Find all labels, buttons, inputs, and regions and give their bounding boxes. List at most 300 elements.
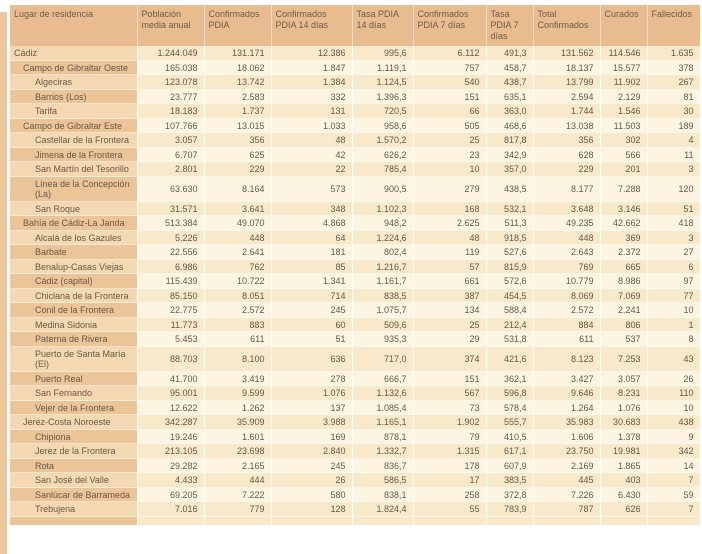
cell-total_conf[interactable]: 13.799: [533, 75, 600, 90]
row-header[interactable]: Chiclana de la Frontera: [10, 289, 137, 304]
cell-poblacion[interactable]: 69.205: [137, 488, 204, 503]
row-header[interactable]: Rota: [10, 459, 137, 474]
cell-poblacion[interactable]: 18.183: [137, 104, 204, 119]
cell-conf_pdia_7[interactable]: 279: [413, 177, 486, 202]
cell-tasa_pdia_14[interactable]: 1.119,1: [352, 61, 413, 76]
cell-conf_pdia[interactable]: 779: [204, 502, 271, 517]
cell-conf_pdia[interactable]: 8.100: [204, 347, 271, 372]
cell-conf_pdia_7[interactable]: 48: [413, 231, 486, 246]
cell-tasa_pdia_7[interactable]: 362,1: [486, 372, 533, 387]
cell-conf_pdia_14[interactable]: 245: [271, 459, 352, 474]
cell-tasa_pdia_7[interactable]: 531,8: [486, 332, 533, 347]
cell-conf_pdia_14[interactable]: 22: [271, 162, 352, 177]
cell-conf_pdia_14[interactable]: 48: [271, 133, 352, 148]
row-header[interactable]: Jerez-Costa Noroeste: [10, 415, 137, 430]
cell-poblacion[interactable]: 6.707: [137, 148, 204, 163]
cell-tasa_pdia_14[interactable]: 1.085,4: [352, 401, 413, 416]
cell-tasa_pdia_14[interactable]: 900,5: [352, 177, 413, 202]
cell-fallecidos[interactable]: 81: [647, 90, 700, 105]
cell-curados[interactable]: 302: [600, 133, 647, 148]
cell-tasa_pdia_14[interactable]: 878,1: [352, 430, 413, 445]
cell-conf_pdia[interactable]: 2.583: [204, 90, 271, 105]
cell-conf_pdia_14[interactable]: 2.840: [271, 444, 352, 459]
cell-tasa_pdia_14[interactable]: 666,7: [352, 372, 413, 387]
cell-poblacion[interactable]: 85.150: [137, 289, 204, 304]
cell-conf_pdia_14[interactable]: 1.033: [271, 119, 352, 134]
row-header[interactable]: Jimena de la Frontera: [10, 148, 137, 163]
cell-tasa_pdia_14[interactable]: 785,4: [352, 162, 413, 177]
cell-tasa_pdia_7[interactable]: 342,9: [486, 148, 533, 163]
cell-curados[interactable]: 8.231: [600, 386, 647, 401]
cell-total_conf[interactable]: 2.643: [533, 245, 600, 260]
cell-fallecidos[interactable]: 267: [647, 75, 700, 90]
cell-tasa_pdia_7[interactable]: 357,0: [486, 162, 533, 177]
cell-poblacion[interactable]: 342.287: [137, 415, 204, 430]
cell-curados[interactable]: 30.683: [600, 415, 647, 430]
cell-tasa_pdia_7[interactable]: 918,5: [486, 231, 533, 246]
cell-conf_pdia_7[interactable]: 23: [413, 148, 486, 163]
cell-curados[interactable]: 403: [600, 473, 647, 488]
cell-fallecidos[interactable]: 1.635: [647, 46, 700, 61]
cell-conf_pdia_7[interactable]: 25: [413, 318, 486, 333]
cell-conf_pdia_14[interactable]: 278: [271, 372, 352, 387]
cell-conf_pdia[interactable]: 883: [204, 318, 271, 333]
cell-poblacion[interactable]: 4.433: [137, 473, 204, 488]
cell-tasa_pdia_7[interactable]: 212,4: [486, 318, 533, 333]
cell-curados[interactable]: 1.378: [600, 430, 647, 445]
cell-tasa_pdia_14[interactable]: 1.132,6: [352, 386, 413, 401]
cell-conf_pdia_14[interactable]: 181: [271, 245, 352, 260]
cell-poblacion[interactable]: 95.001: [137, 386, 204, 401]
cell-conf_pdia[interactable]: 131.171: [204, 46, 271, 61]
cell-tasa_pdia_14[interactable]: 1.216,7: [352, 260, 413, 275]
column-header-conf_pdia_14[interactable]: Confirmados PDIA 14 días: [271, 5, 352, 46]
cell-conf_pdia_14[interactable]: 348: [271, 202, 352, 217]
cell-fallecidos[interactable]: 43: [647, 347, 700, 372]
cell-conf_pdia[interactable]: 2.572: [204, 303, 271, 318]
cell-fallecidos[interactable]: 1: [647, 318, 700, 333]
cell-conf_pdia[interactable]: 49.070: [204, 216, 271, 231]
cell-tasa_pdia_7[interactable]: 607,9: [486, 459, 533, 474]
cell-total_conf[interactable]: 49.235: [533, 216, 600, 231]
cell-fallecidos[interactable]: 3: [647, 162, 700, 177]
cell-tasa_pdia_14[interactable]: 935,3: [352, 332, 413, 347]
row-header[interactable]: Campo de Gibraltar Este: [10, 119, 137, 134]
cell-conf_pdia_7[interactable]: 567: [413, 386, 486, 401]
cell-fallecidos[interactable]: 378: [647, 61, 700, 76]
cell-tasa_pdia_14[interactable]: 626,2: [352, 148, 413, 163]
cell-conf_pdia[interactable]: 35.909: [204, 415, 271, 430]
cell-conf_pdia[interactable]: 611: [204, 332, 271, 347]
cell-total_conf[interactable]: 9.646: [533, 386, 600, 401]
cell-conf_pdia[interactable]: 7.222: [204, 488, 271, 503]
cell-curados[interactable]: 7.288: [600, 177, 647, 202]
cell-poblacion[interactable]: 5.226: [137, 231, 204, 246]
cell-conf_pdia_7[interactable]: 151: [413, 90, 486, 105]
cell-tasa_pdia_14[interactable]: 1.332,7: [352, 444, 413, 459]
cell-poblacion[interactable]: 63.630: [137, 177, 204, 202]
column-header-poblacion[interactable]: Población media anual: [137, 5, 204, 46]
cell-tasa_pdia_14[interactable]: 717,0: [352, 347, 413, 372]
cell-tasa_pdia_14[interactable]: 1.224,6: [352, 231, 413, 246]
cell-fallecidos[interactable]: 342: [647, 444, 700, 459]
cell-curados[interactable]: 42.662: [600, 216, 647, 231]
cell-conf_pdia[interactable]: 1.262: [204, 401, 271, 416]
cell-poblacion[interactable]: 6.986: [137, 260, 204, 275]
cell-total_conf[interactable]: 18.137: [533, 61, 600, 76]
cell-fallecidos[interactable]: 14: [647, 459, 700, 474]
cell-curados[interactable]: 369: [600, 231, 647, 246]
cell-conf_pdia_14[interactable]: 573: [271, 177, 352, 202]
cell-conf_pdia[interactable]: 2.165: [204, 459, 271, 474]
cell-poblacion[interactable]: 3.057: [137, 133, 204, 148]
cell-conf_pdia_7[interactable]: 178: [413, 459, 486, 474]
cell-tasa_pdia_14[interactable]: 1.124,5: [352, 75, 413, 90]
cell-total_conf[interactable]: 356: [533, 133, 600, 148]
cell-conf_pdia_14[interactable]: 51: [271, 332, 352, 347]
cell-conf_pdia_14[interactable]: 12.386: [271, 46, 352, 61]
cell-conf_pdia_7[interactable]: 134: [413, 303, 486, 318]
cell-conf_pdia_14[interactable]: 3.988: [271, 415, 352, 430]
cell-fallecidos[interactable]: 4: [647, 133, 700, 148]
cell-conf_pdia[interactable]: 2.641: [204, 245, 271, 260]
column-header-conf_pdia[interactable]: Confirmados PDIA: [204, 5, 271, 46]
cell-total_conf[interactable]: 448: [533, 231, 600, 246]
cell-fallecidos[interactable]: 59: [647, 488, 700, 503]
cell-conf_pdia_7[interactable]: 10: [413, 162, 486, 177]
cell-fallecidos[interactable]: 120: [647, 177, 700, 202]
cell-conf_pdia_7[interactable]: 505: [413, 119, 486, 134]
cell-tasa_pdia_7[interactable]: 635,1: [486, 90, 533, 105]
cell-conf_pdia_14[interactable]: 1.076: [271, 386, 352, 401]
cell-tasa_pdia_7[interactable]: 783,9: [486, 502, 533, 517]
cell-fallecidos[interactable]: 27: [647, 245, 700, 260]
cell-fallecidos[interactable]: 7: [647, 502, 700, 517]
row-header[interactable]: Puerto de Santa María (El): [10, 347, 137, 372]
cell-tasa_pdia_14[interactable]: 836,7: [352, 459, 413, 474]
row-header[interactable]: Castellar de la Frontera: [10, 133, 137, 148]
cell-fallecidos[interactable]: 6: [647, 260, 700, 275]
cell-conf_pdia_7[interactable]: 57: [413, 260, 486, 275]
cell-poblacion[interactable]: 1.244.049: [137, 46, 204, 61]
cell-tasa_pdia_14[interactable]: 838,5: [352, 289, 413, 304]
row-header[interactable]: San Roque: [10, 202, 137, 217]
row-header[interactable]: Puerto Real: [10, 372, 137, 387]
cell-conf_pdia_14[interactable]: 128: [271, 502, 352, 517]
cell-poblacion[interactable]: 22.775: [137, 303, 204, 318]
row-header[interactable]: San Martín del Tesorillo: [10, 162, 137, 177]
cell-tasa_pdia_14[interactable]: 1.161,7: [352, 274, 413, 289]
cell-total_conf[interactable]: 8.123: [533, 347, 600, 372]
row-header[interactable]: Jerez de la Frontera: [10, 444, 137, 459]
cell-conf_pdia_7[interactable]: 6.112: [413, 46, 486, 61]
cell-conf_pdia_14[interactable]: 131: [271, 104, 352, 119]
cell-tasa_pdia_14[interactable]: 958,6: [352, 119, 413, 134]
cell-tasa_pdia_7[interactable]: 617,1: [486, 444, 533, 459]
row-header[interactable]: Bahía de Cádiz-La Janda: [10, 216, 137, 231]
cell-tasa_pdia_7[interactable]: 572,6: [486, 274, 533, 289]
cell-total_conf[interactable]: 8.177: [533, 177, 600, 202]
cell-total_conf[interactable]: 445: [533, 473, 600, 488]
cell-curados[interactable]: 1.865: [600, 459, 647, 474]
cell-tasa_pdia_14[interactable]: 995,6: [352, 46, 413, 61]
cell-conf_pdia_14[interactable]: 636: [271, 347, 352, 372]
cell-curados[interactable]: 2.372: [600, 245, 647, 260]
cell-total_conf[interactable]: 2.572: [533, 303, 600, 318]
cell-tasa_pdia_7[interactable]: 438,5: [486, 177, 533, 202]
cell-conf_pdia_7[interactable]: 540: [413, 75, 486, 90]
cell-fallecidos[interactable]: 10: [647, 401, 700, 416]
cell-conf_pdia_14[interactable]: 1.847: [271, 61, 352, 76]
cell-conf_pdia[interactable]: 3.419: [204, 372, 271, 387]
cell-conf_pdia_7[interactable]: 17: [413, 473, 486, 488]
row-header[interactable]: Alcalá de los Gazules: [10, 231, 137, 246]
cell-poblacion[interactable]: 19.246: [137, 430, 204, 445]
cell-poblacion[interactable]: 88.703: [137, 347, 204, 372]
cell-tasa_pdia_7[interactable]: 588,4: [486, 303, 533, 318]
cell-fallecidos[interactable]: 3: [647, 231, 700, 246]
cell-conf_pdia_14[interactable]: 85: [271, 260, 352, 275]
cell-curados[interactable]: 7.069: [600, 289, 647, 304]
cell-fallecidos[interactable]: 77: [647, 289, 700, 304]
row-header[interactable]: San José del Valle: [10, 473, 137, 488]
cell-tasa_pdia_7[interactable]: 421,6: [486, 347, 533, 372]
row-header[interactable]: Sanlúcar de Barrameda: [10, 488, 137, 503]
cell-conf_pdia[interactable]: 8.051: [204, 289, 271, 304]
row-header[interactable]: Barrios (Los): [10, 90, 137, 105]
cell-total_conf[interactable]: 769: [533, 260, 600, 275]
cell-total_conf[interactable]: 131.562: [533, 46, 600, 61]
cell-total_conf[interactable]: 611: [533, 332, 600, 347]
row-header[interactable]: Campo de Gibraltar Oeste: [10, 61, 137, 76]
cell-total_conf[interactable]: 23.750: [533, 444, 600, 459]
cell-poblacion[interactable]: 41.700: [137, 372, 204, 387]
cell-curados[interactable]: 1.076: [600, 401, 647, 416]
cell-curados[interactable]: 566: [600, 148, 647, 163]
cell-tasa_pdia_7[interactable]: 555,7: [486, 415, 533, 430]
row-header[interactable]: Vejer de la Frontera: [10, 401, 137, 416]
row-header[interactable]: Cádiz: [10, 46, 137, 61]
cell-conf_pdia_7[interactable]: 55: [413, 502, 486, 517]
cell-conf_pdia_14[interactable]: 1.341: [271, 274, 352, 289]
row-header[interactable]: Barbate: [10, 245, 137, 260]
cell-conf_pdia[interactable]: 3.641: [204, 202, 271, 217]
cell-conf_pdia_7[interactable]: 73: [413, 401, 486, 416]
cell-curados[interactable]: 3.146: [600, 202, 647, 217]
column-header-curados[interactable]: Curados: [600, 5, 647, 46]
cell-fallecidos[interactable]: 30: [647, 104, 700, 119]
cell-tasa_pdia_7[interactable]: 815,9: [486, 260, 533, 275]
cell-conf_pdia[interactable]: 13.742: [204, 75, 271, 90]
cell-poblacion[interactable]: 123.078: [137, 75, 204, 90]
cell-conf_pdia_7[interactable]: 25: [413, 133, 486, 148]
row-header[interactable]: Trebujena: [10, 502, 137, 517]
cell-tasa_pdia_14[interactable]: 948,2: [352, 216, 413, 231]
cell-tasa_pdia_14[interactable]: 509,6: [352, 318, 413, 333]
cell-poblacion[interactable]: 31.571: [137, 202, 204, 217]
cell-curados[interactable]: 806: [600, 318, 647, 333]
cell-conf_pdia_14[interactable]: 332: [271, 90, 352, 105]
cell-tasa_pdia_7[interactable]: 372,8: [486, 488, 533, 503]
cell-tasa_pdia_14[interactable]: 802,4: [352, 245, 413, 260]
cell-curados[interactable]: 8.986: [600, 274, 647, 289]
cell-poblacion[interactable]: 23.777: [137, 90, 204, 105]
cell-curados[interactable]: 15.577: [600, 61, 647, 76]
column-header-tasa_pdia_14[interactable]: Tasa PDIA 14 días: [352, 5, 413, 46]
cell-total_conf[interactable]: 13.038: [533, 119, 600, 134]
cell-tasa_pdia_14[interactable]: 1.165,1: [352, 415, 413, 430]
cell-conf_pdia_14[interactable]: 26: [271, 473, 352, 488]
cell-conf_pdia_14[interactable]: 169: [271, 430, 352, 445]
cell-tasa_pdia_7[interactable]: 468,6: [486, 119, 533, 134]
cell-total_conf[interactable]: 3.648: [533, 202, 600, 217]
cell-fallecidos[interactable]: 97: [647, 274, 700, 289]
cell-conf_pdia_7[interactable]: 119: [413, 245, 486, 260]
cell-poblacion[interactable]: 115.439: [137, 274, 204, 289]
cell-curados[interactable]: 665: [600, 260, 647, 275]
cell-fallecidos[interactable]: 9: [647, 430, 700, 445]
cell-tasa_pdia_7[interactable]: 532,1: [486, 202, 533, 217]
cell-fallecidos[interactable]: 418: [647, 216, 700, 231]
cell-curados[interactable]: 114.546: [600, 46, 647, 61]
cell-conf_pdia[interactable]: 1.737: [204, 104, 271, 119]
cell-total_conf[interactable]: 2.594: [533, 90, 600, 105]
cell-conf_pdia[interactable]: 9.599: [204, 386, 271, 401]
cell-tasa_pdia_14[interactable]: 720,5: [352, 104, 413, 119]
cell-curados[interactable]: 1.546: [600, 104, 647, 119]
cell-conf_pdia_7[interactable]: 79: [413, 430, 486, 445]
cell-total_conf[interactable]: 8.069: [533, 289, 600, 304]
cell-conf_pdia[interactable]: 23.698: [204, 444, 271, 459]
row-header[interactable]: Conil de la Frontera: [10, 303, 137, 318]
column-header-tasa_pdia_7[interactable]: Tasa PDIA 7 días: [486, 5, 533, 46]
cell-poblacion[interactable]: 513.384: [137, 216, 204, 231]
cell-curados[interactable]: 3.057: [600, 372, 647, 387]
row-header[interactable]: Paterna de Rivera: [10, 332, 137, 347]
cell-fallecidos[interactable]: 438: [647, 415, 700, 430]
cell-curados[interactable]: 2.129: [600, 90, 647, 105]
cell-poblacion[interactable]: 29.282: [137, 459, 204, 474]
cell-total_conf[interactable]: 10.779: [533, 274, 600, 289]
cell-conf_pdia_14[interactable]: 42: [271, 148, 352, 163]
cell-conf_pdia_14[interactable]: 4.868: [271, 216, 352, 231]
cell-total_conf[interactable]: 884: [533, 318, 600, 333]
cell-curados[interactable]: 2.241: [600, 303, 647, 318]
cell-conf_pdia_14[interactable]: 137: [271, 401, 352, 416]
cell-conf_pdia[interactable]: 762: [204, 260, 271, 275]
cell-tasa_pdia_14[interactable]: 586,5: [352, 473, 413, 488]
cell-total_conf[interactable]: 1.744: [533, 104, 600, 119]
cell-fallecidos[interactable]: 7: [647, 473, 700, 488]
cell-tasa_pdia_14[interactable]: 1.075,7: [352, 303, 413, 318]
cell-tasa_pdia_7[interactable]: 383,5: [486, 473, 533, 488]
cell-curados[interactable]: 537: [600, 332, 647, 347]
cell-conf_pdia_7[interactable]: 66: [413, 104, 486, 119]
cell-tasa_pdia_14[interactable]: 838,1: [352, 488, 413, 503]
cell-tasa_pdia_7[interactable]: 578,4: [486, 401, 533, 416]
cell-conf_pdia[interactable]: 18.062: [204, 61, 271, 76]
cell-total_conf[interactable]: 787: [533, 502, 600, 517]
cell-conf_pdia_7[interactable]: 168: [413, 202, 486, 217]
cell-conf_pdia_7[interactable]: 387: [413, 289, 486, 304]
cell-fallecidos[interactable]: 11: [647, 148, 700, 163]
cell-tasa_pdia_7[interactable]: 596,8: [486, 386, 533, 401]
cell-tasa_pdia_7[interactable]: 491,3: [486, 46, 533, 61]
cell-fallecidos[interactable]: 26: [647, 372, 700, 387]
cell-fallecidos[interactable]: 110: [647, 386, 700, 401]
row-header[interactable]: Cádiz (capital): [10, 274, 137, 289]
cell-poblacion[interactable]: 7.016: [137, 502, 204, 517]
cell-total_conf[interactable]: 3.427: [533, 372, 600, 387]
cell-conf_pdia[interactable]: 448: [204, 231, 271, 246]
cell-conf_pdia_14[interactable]: 714: [271, 289, 352, 304]
cell-fallecidos[interactable]: 51: [647, 202, 700, 217]
row-header[interactable]: Benalup-Casas Viejas: [10, 260, 137, 275]
cell-poblacion[interactable]: 2.801: [137, 162, 204, 177]
cell-conf_pdia_14[interactable]: 580: [271, 488, 352, 503]
cell-conf_pdia_7[interactable]: 1.902: [413, 415, 486, 430]
cell-tasa_pdia_14[interactable]: 1.824,4: [352, 502, 413, 517]
cell-tasa_pdia_7[interactable]: 363,0: [486, 104, 533, 119]
cell-tasa_pdia_14[interactable]: 1.396,3: [352, 90, 413, 105]
cell-curados[interactable]: 201: [600, 162, 647, 177]
cell-total_conf[interactable]: 1.264: [533, 401, 600, 416]
row-header[interactable]: Línea de la Concepción (La): [10, 177, 137, 202]
row-header[interactable]: Algeciras: [10, 75, 137, 90]
cell-conf_pdia[interactable]: 13.015: [204, 119, 271, 134]
cell-curados[interactable]: 11.902: [600, 75, 647, 90]
cell-conf_pdia_14[interactable]: 245: [271, 303, 352, 318]
cell-conf_pdia[interactable]: 444: [204, 473, 271, 488]
cell-conf_pdia_7[interactable]: 661: [413, 274, 486, 289]
cell-conf_pdia_14[interactable]: 60: [271, 318, 352, 333]
cell-conf_pdia[interactable]: 356: [204, 133, 271, 148]
cell-curados[interactable]: 7.253: [600, 347, 647, 372]
cell-poblacion[interactable]: 107.766: [137, 119, 204, 134]
cell-conf_pdia_7[interactable]: 29: [413, 332, 486, 347]
cell-fallecidos[interactable]: 8: [647, 332, 700, 347]
column-header-fallecidos[interactable]: Fallecidos: [647, 5, 700, 46]
cell-total_conf[interactable]: 1.606: [533, 430, 600, 445]
cell-conf_pdia_7[interactable]: 258: [413, 488, 486, 503]
cell-poblacion[interactable]: 11.773: [137, 318, 204, 333]
cell-conf_pdia_14[interactable]: 64: [271, 231, 352, 246]
cell-poblacion[interactable]: 165.038: [137, 61, 204, 76]
cell-fallecidos[interactable]: 189: [647, 119, 700, 134]
row-header[interactable]: San Fernando: [10, 386, 137, 401]
cell-poblacion[interactable]: 213.105: [137, 444, 204, 459]
cell-tasa_pdia_7[interactable]: 458,7: [486, 61, 533, 76]
cell-tasa_pdia_7[interactable]: 454,5: [486, 289, 533, 304]
column-header-total_conf[interactable]: Total Confirmados: [533, 5, 600, 46]
cell-curados[interactable]: 6.430: [600, 488, 647, 503]
cell-conf_pdia[interactable]: 229: [204, 162, 271, 177]
cell-tasa_pdia_7[interactable]: 410,5: [486, 430, 533, 445]
cell-total_conf[interactable]: 7.226: [533, 488, 600, 503]
cell-conf_pdia_14[interactable]: 1.384: [271, 75, 352, 90]
cell-tasa_pdia_7[interactable]: 438,7: [486, 75, 533, 90]
cell-conf_pdia[interactable]: 1.601: [204, 430, 271, 445]
cell-tasa_pdia_7[interactable]: 511,3: [486, 216, 533, 231]
cell-total_conf[interactable]: 2.169: [533, 459, 600, 474]
cell-tasa_pdia_14[interactable]: 1.102,3: [352, 202, 413, 217]
row-header[interactable]: Chipiona: [10, 430, 137, 445]
cell-total_conf[interactable]: 628: [533, 148, 600, 163]
cell-fallecidos[interactable]: 10: [647, 303, 700, 318]
cell-tasa_pdia_14[interactable]: 1.570,2: [352, 133, 413, 148]
cell-tasa_pdia_7[interactable]: 817,8: [486, 133, 533, 148]
cell-curados[interactable]: 19.981: [600, 444, 647, 459]
